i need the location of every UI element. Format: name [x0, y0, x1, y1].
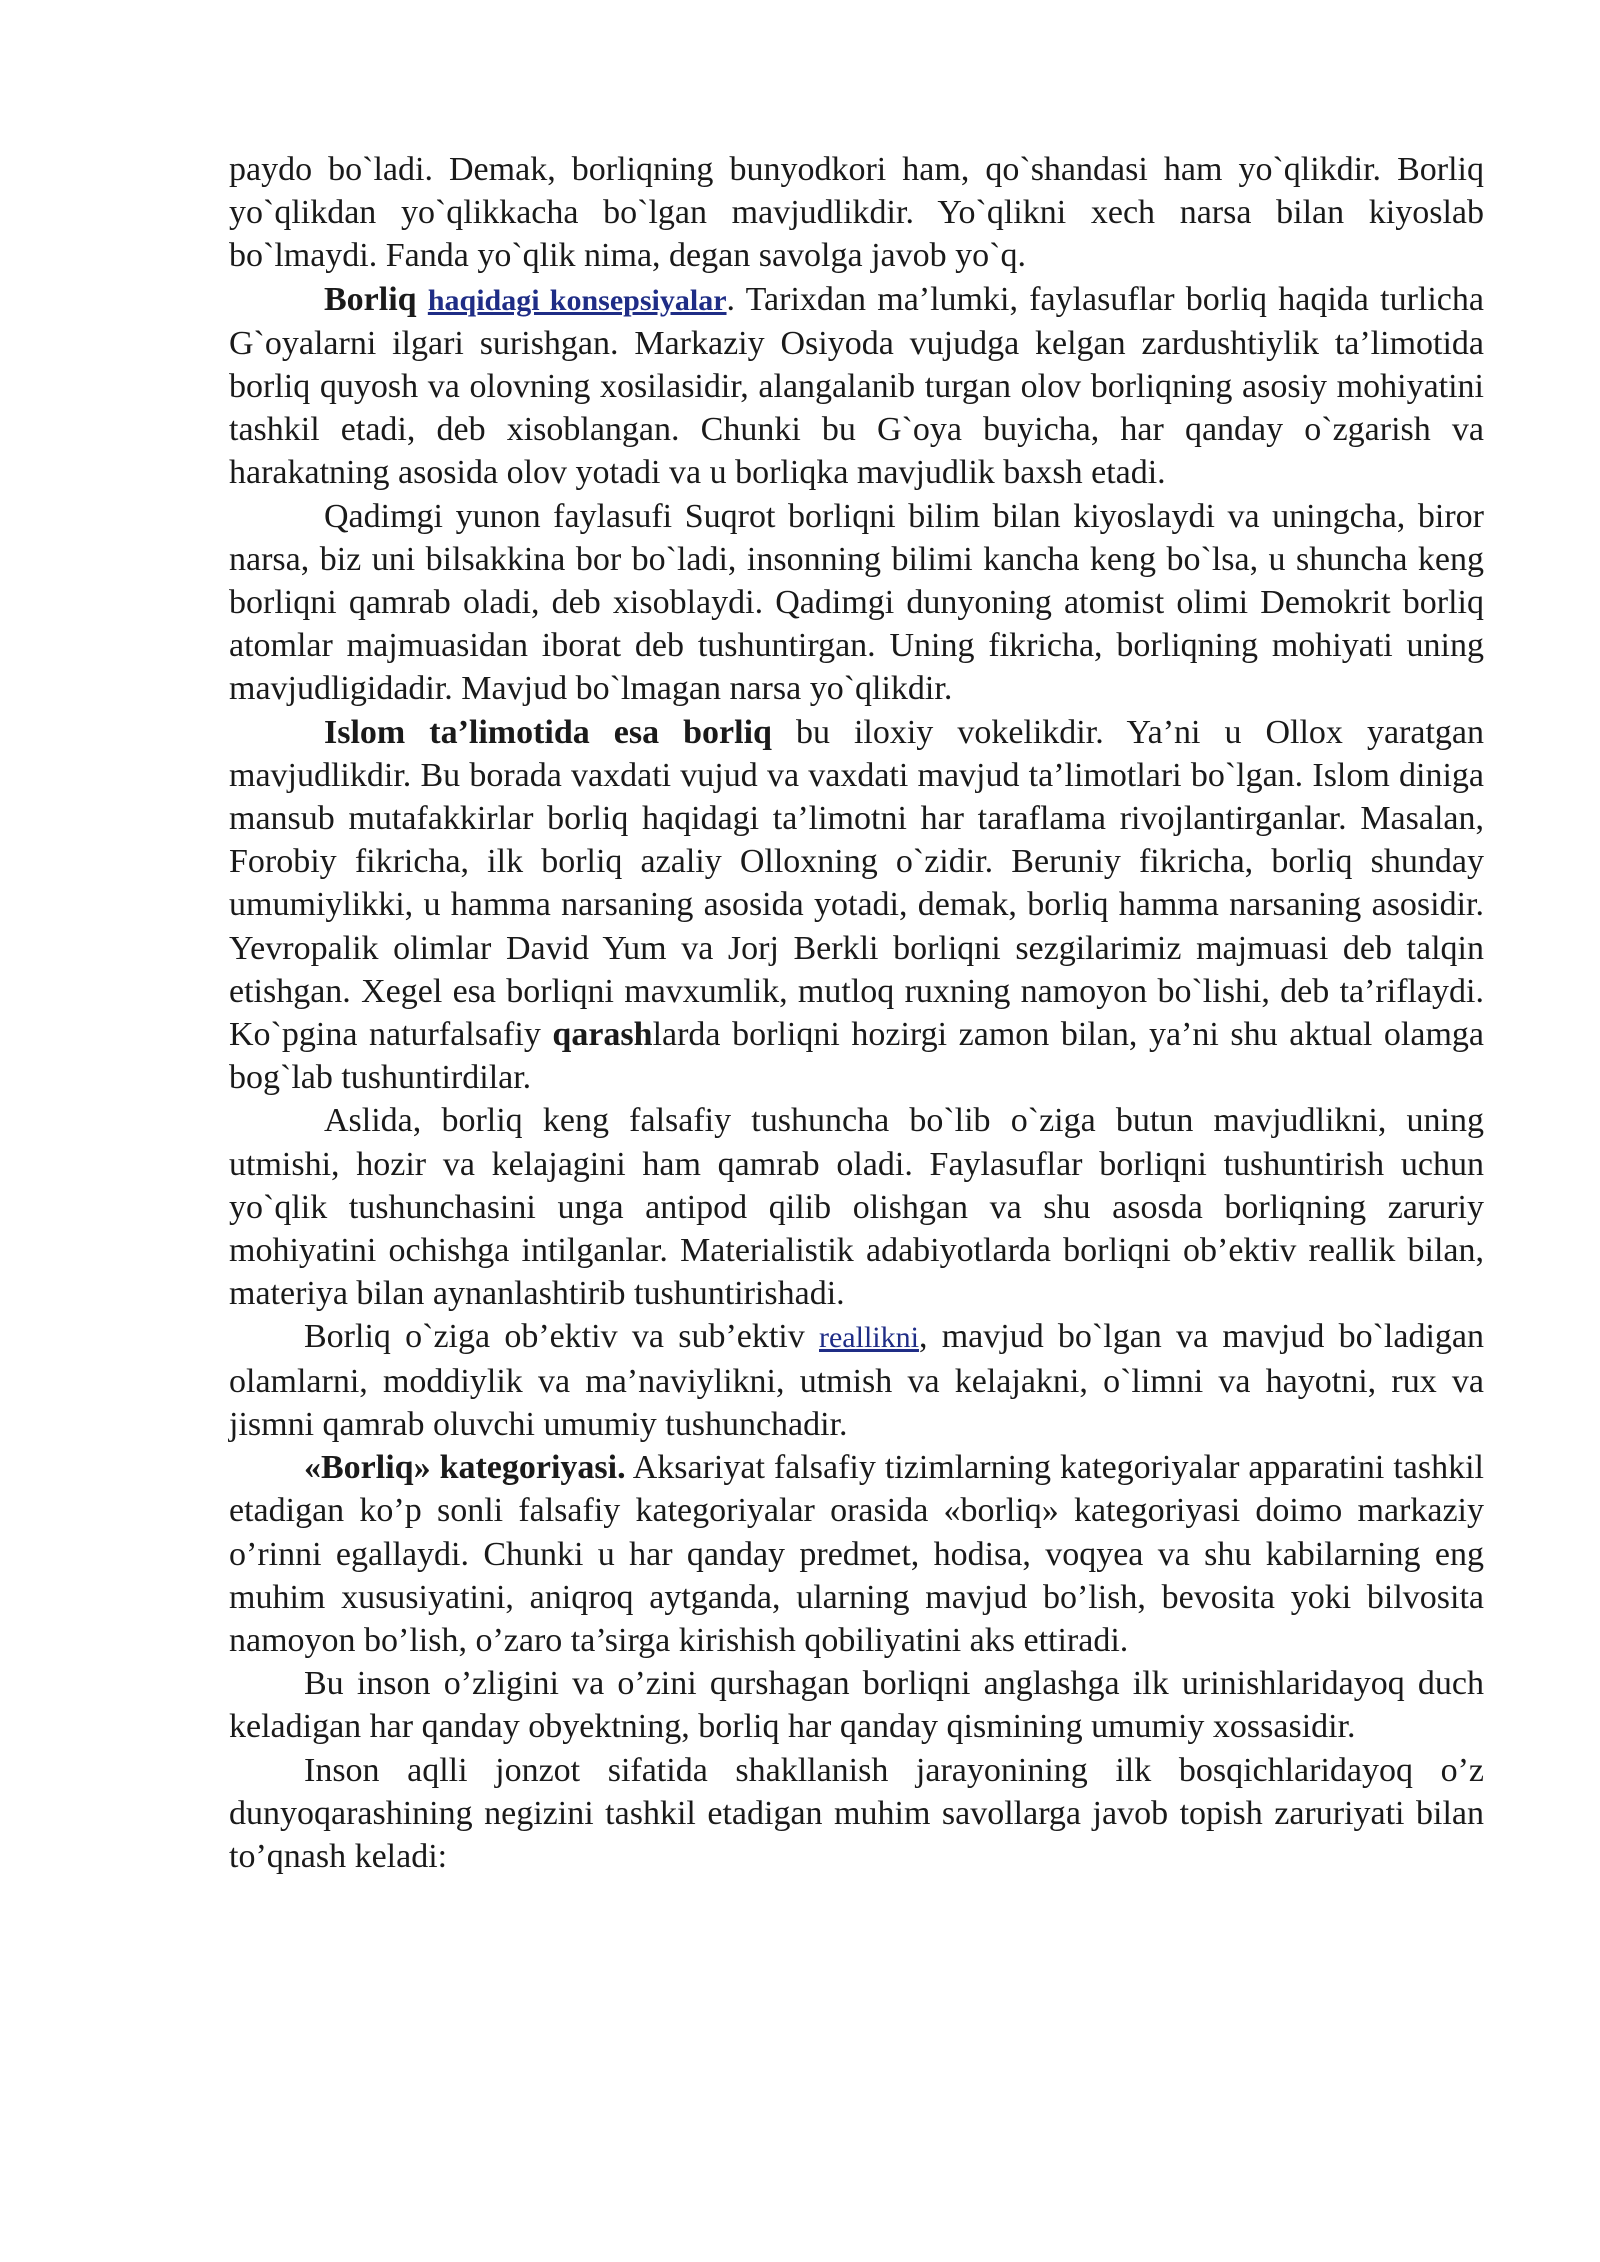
paragraph-4-bold-word: qarash	[552, 1016, 653, 1054]
paragraph-9-text: Inson aqlli jonzot sifatida shakllanish jarayonining ilk bosqichlaridayoq o’z dunyoqarashining negizini tashkil etadigan muhim savollarga javob topish zaruriyati bilan to’qnash keladi:	[229, 1751, 1484, 1875]
paragraph-4-heading: Islom ta’limotida esa borliq	[324, 713, 772, 751]
paragraph-7	[229, 1446, 1484, 1662]
reality-link[interactable]: reallikni	[819, 1321, 919, 1355]
paragraph-7-text: Aksariyat falsafiy tizimlarning kategoriyalar apparatini tashkil etadigan ko’p sonli falsafiy kategoriyalar orasida «borliq» kategoriyasi doimo markaziy o’rinni egallaydi. Chunki u har qanday predmet, hodisa, voqyea va shu kabilarning eng muhim xususiyatini, aniqroq aytganda, ularning mavjud bo’lish, bevosita yoki bilvosita namoyon bo’lish, o’zaro ta’sirga kirishish qobiliyatini aks ettiradi.	[229, 1449, 1484, 1659]
paragraph-2-text: . Tarixdan ma’lumki, faylasuflar borliq haqida turlicha G`oyalarni ilgari surishgan. Markaziy Osiyoda vujudga kelgan zardushtiylik ta’limotida borliq quyosh va olovning xosilasidir, alangalanib turgan olov borliqning asosiy mohiyatini tashkil etadi, deb xisoblangan. Chunki bu G`oya buyicha, har qanday o`zgarish va harakatning asosida olov yotadi va u borliqka mavjudlik baxsh etadi.	[229, 280, 1484, 492]
document-page	[229, 148, 1484, 1878]
paragraph-6-text-a: Borliq o`ziga ob’ektiv va sub’ektiv	[304, 1318, 819, 1356]
paragraph-3	[229, 495, 1484, 711]
paragraph-8-text: Bu inson o’zligini va o’zini qurshagan borliqni anglashga ilk urinishlaridayoq duch keladigan har qanday obyektning, borliq har qanday qismining umumiy xossasidir.	[229, 1665, 1484, 1746]
paragraph-5	[229, 1099, 1484, 1315]
paragraph-8	[229, 1662, 1484, 1748]
paragraph-3-text: Qadimgi yunon faylasufi Suqrot borliqni bilim bilan kiyoslaydi va uningcha, biror narsa, biz uni bilsakkina bor bo`ladi, insonning bilimi kancha keng bo`lsa, u shuncha keng borliqni qamrab oladi, deb xisoblaydi. Qadimgi dunyoning atomist olimi Demokrit borliq atomlar majmuasidan iborat deb tushuntirgan. Uning fikricha, borliqning mohiyati uning mavjudligidadir. Mavjud bo`lmagan narsa yo`qlikdir.	[229, 497, 1484, 708]
paragraph-1-text: paydo bo`ladi. Demak, borliqning bunyodkori ham, qo`shandasi ham yo`qlikdir. Borliq yo`qlikdan yo`qlikkacha bo`lgan mavjudlikdir. Yo`qlikni xech narsa bilan kiyoslab bo`lmaydi. Fanda yo`qlik nima, degan savolga javob yo`q.	[229, 151, 1484, 275]
paragraph-4-text-b: larda borliqni hozirgi zamon bilan, ya’ni shu aktual olamga bog`lab tushuntirdilar.	[229, 1016, 1484, 1097]
paragraph-9	[229, 1749, 1484, 1879]
paragraph-2	[229, 278, 1484, 495]
paragraph-7-heading: «Borliq» kategoriyasi.	[304, 1449, 626, 1487]
paragraph-6-text-b: , mavjud bo`lgan va mavjud bo`ladigan olamlarni, moddiylik va ma’naviylikni, utmish va kelajakni, o`limni va hayotni, rux va jismni qamrab oluvchi umumiy tushunchadir.	[229, 1318, 1484, 1443]
paragraph-1	[229, 148, 1484, 278]
paragraph-4	[229, 711, 1484, 1100]
paragraph-4-text-a: bu iloxiy vokelikdir. Ya’ni u Ollox yaratgan mavjudlikdir. Bu borada vaxdati vujud va vaxdati mavjud ta’limotlari bo`lgan. Islom diniga mansub mutafakkirlar borliq haqidagi ta’limotni har taraflama rivojlantirganlar. Masalan, Forobiy fikricha, ilk borliq azaliy Olloxning o`zidir. Beruniy fikricha, borliq shunday umumiylikki, u hamma narsaning asosida yotadi, demak, borliq hamma narsaning asosidir. Yevropalik olimlar David Yum va Jorj Berkli borliqni sezgilarimiz majmuasi deb talqin etishgan. Xegel esa borliqni mavxumlik, mutloq ruxning namoyon bo`lishi, deb ta’riflaydi. Ko`pgina naturfalsafiy	[229, 713, 1484, 1054]
paragraph-5-text: Aslida, borliq keng falsafiy tushuncha bo`lib o`ziga butun mavjudlikni, uning utmishi, hozir va kelajagini ham qamrab oladi. Faylasuflar borliqni tushuntirish uchun yo`qlik tushunchasini unga antipod qilib olishgan va shu asosda borliqning zaruriy mohiyatini ochishga intilganlar. Materialistik adabiyotlarda borliqni ob’ektiv reallik bilan, materiya bilan aynanlashtirib tushuntirishadi.	[229, 1102, 1484, 1313]
paragraph-6	[229, 1315, 1484, 1446]
concepts-link[interactable]: haqidagi konsepsiyalar	[427, 283, 727, 317]
paragraph-2-heading: Borliq	[324, 280, 417, 318]
